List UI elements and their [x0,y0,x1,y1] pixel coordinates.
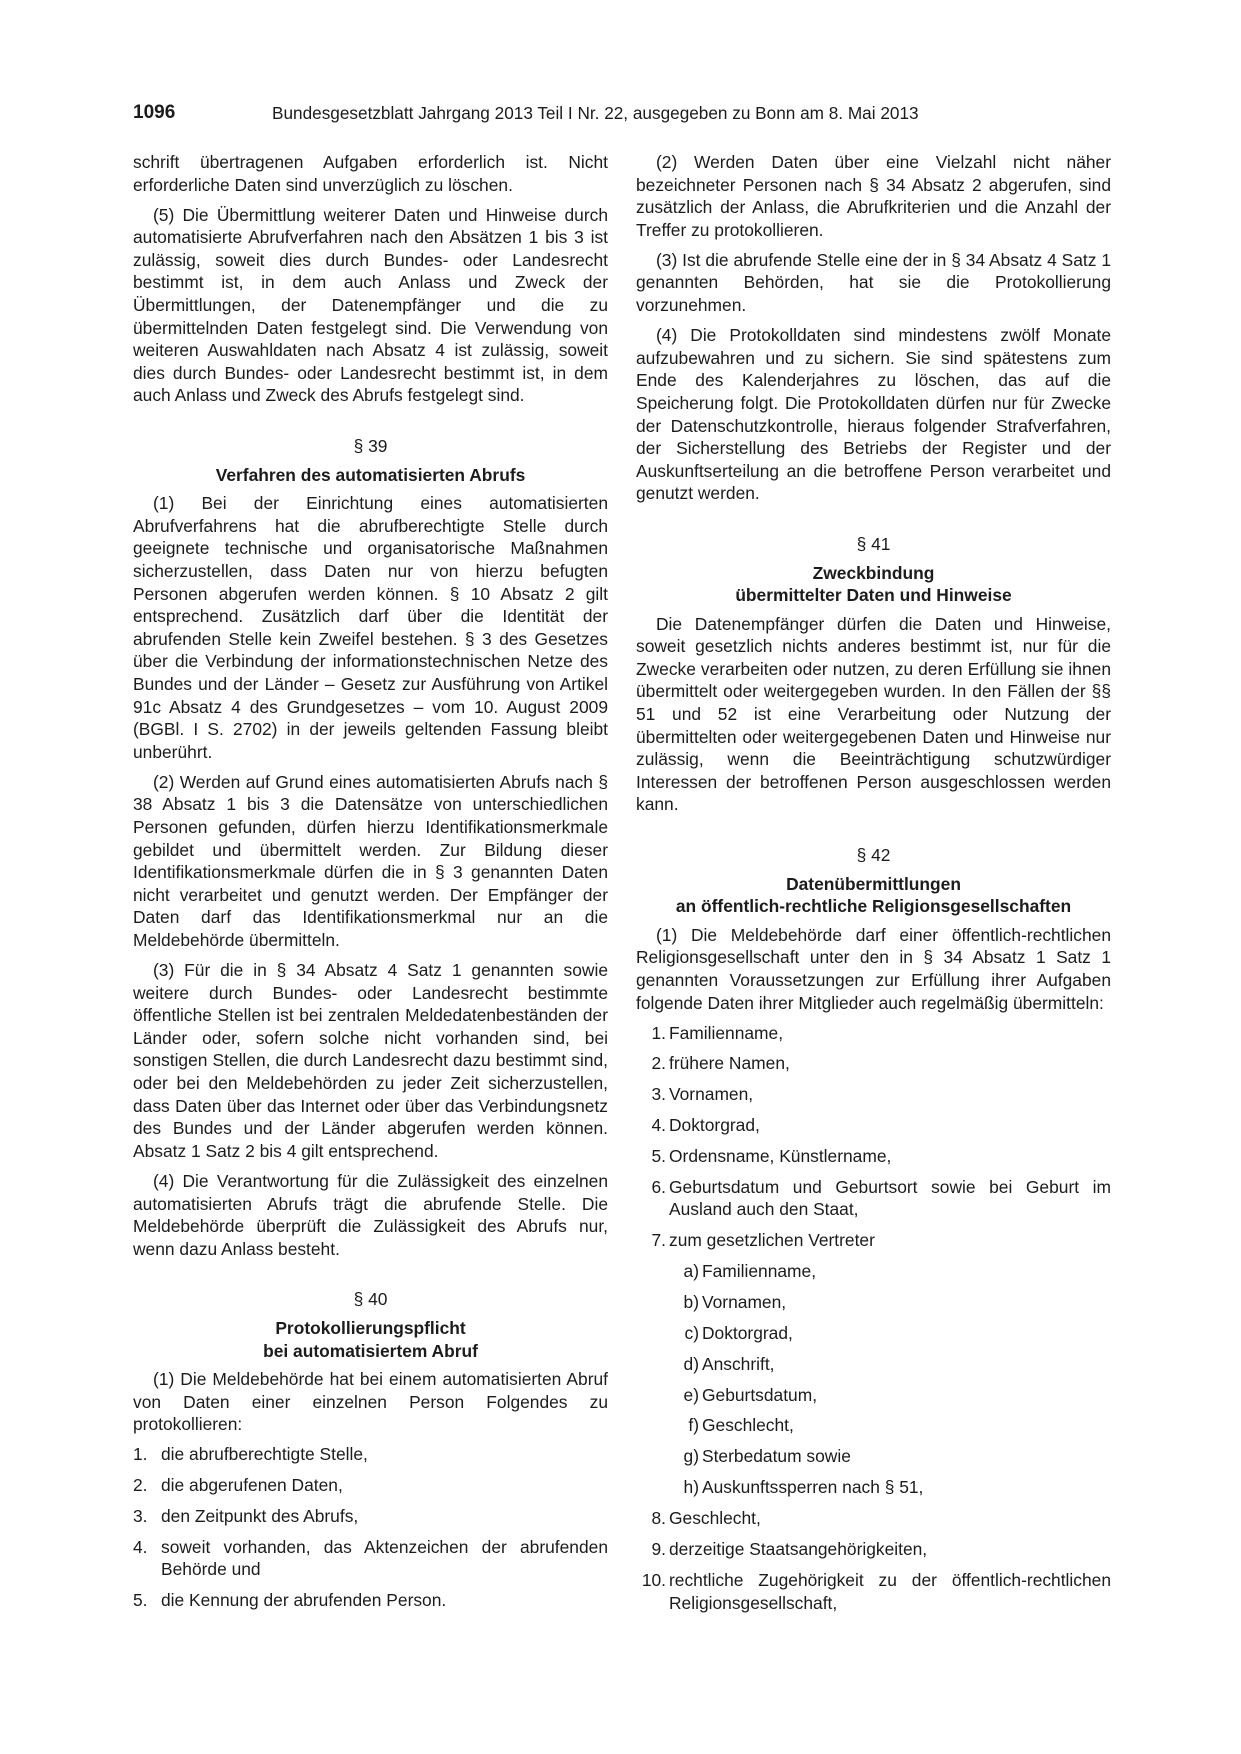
section-40-title-line-2: bei automatisiertem Abruf [263,1340,478,1361]
section-42-title [636,873,1111,918]
list-item: 2. frühere Namen, [651,1053,790,1074]
s39-paragraph-1: (1) Bei der Einrichtung eines automatisierten Abrufverfahrens hat die abrufberechtigte Stelle durch geeignete technische und organisatorische Maßnahmen sicherzustellen, dass Daten nur von hierzu befugten Personen abgerufen werden können. § 10 Absatz 2 gilt entsprechend. Zusätzlich darf über die Identität der abrufenden Stelle kein Zweifel bestehen. § 3 des Gesetzes über die Verbindung der informationstechnischen Netze des Bundes und der Länder – Gesetz zur Ausführung von Artikel 91c Absatz 4 des Grundgesetzes – vom 10. August 2009 (BGBl. I S. 2702) in der jeweils geltenden Fassung bleibt unberührt. [133,493,608,762]
sub-list-item: b) Vornamen, [683,1291,787,1312]
sub-list-item: e) Geburtsdatum, [683,1384,818,1405]
sub-list-item: c) Doktorgrad, [684,1322,793,1343]
list-item: 9. derzeitige Staatsangehörigkeiten, [651,1539,928,1560]
list-item: 1. Familienname, [651,1022,784,1043]
list-item: 6. Geburtsdatum und Geburtsort sowie bei Geburt im Ausland auch den Staat, [651,1176,1111,1220]
section-41-title [636,562,1111,607]
running-title: Bundesgesetzblatt Jahrgang 2013 Teil I Nr. 22, ausgegeben zu Bonn am 8. Mai 2013 [272,103,919,123]
section-39-title [133,464,608,487]
page-header [133,101,1108,129]
s40-paragraph-1: (1) Die Meldebehörde hat bei einem automatisierten Abruf von Daten einer einzelnen Person Folgendes zu protokollieren: [133,1369,608,1435]
s42-list [636,1022,1111,1615]
section-39-number: § 39 [353,436,388,457]
s40-paragraph-2: (2) Werden Daten über eine Vielzahl nicht näher bezeichneter Personen nach § 34 Absatz 2 abgerufen, sind zusätzlich der Anlass, die Abrufkriterien und die Anzahl der Treffer zu protokollieren. [636,152,1111,240]
list-item: 8. Geschlecht, [651,1508,761,1529]
sub-list-item: g) Sterbedatum sowie [683,1446,851,1467]
s39-paragraph-3: (3) Für die in § 34 Absatz 4 Satz 1 genannten sowie weitere durch Bundes- oder Landesrecht bestimmte öffentliche Stellen ist bei zentralen Meldedatenbeständen der Länder oder, sofern solche nicht vorhanden sind, bei sonstigen Stellen, die durch Landesrecht dazu bestimmt sind, oder bei den Meldebehörden zu jeder Zeit sicherzustellen, dass Daten über das Internet oder über das Verbindungsnetz des Bundes und der Länder abgerufen werden können. Absatz 1 Satz 2 bis 4 gilt entsprechend. [133,960,608,1161]
sub-list-item: h) Auskunftssperren nach § 51, [683,1477,924,1498]
section-41-title-line-2: übermittelter Daten und Hinweise [735,585,1012,606]
section-40-number: § 40 [353,1289,388,1310]
section-39-title-line: Verfahren des automatisierten Abrufs [215,464,526,485]
right-column [636,151,1111,1622]
section-40-title [133,1317,608,1362]
s39-paragraph-2: (2) Werden auf Grund eines automatisierten Abrufs nach § 38 Absatz 1 bis 3 die Datensätze von unterschiedlichen Personen gefunden, dürfen hierzu Identifikationsmerkmale gebildet und übermittelt werden. Zur Bildung dieser Identifikationsmerkmale dürfen die in § 3 genannten Daten nicht verarbeitet und genutzt werden. Der Empfänger der Daten darf das Identifikationsmerkmal nur an die Meldebehörde übermitteln. [133,771,608,950]
s40-list [133,1443,608,1611]
list-item: 10. rechtliche Zugehörigkeit zu der öffentlich-rechtlichen Religionsgesellschaft, [641,1570,1111,1613]
left-column [133,151,608,1620]
list-item: 3. den Zeitpunkt des Abrufs, [133,1505,359,1526]
s40-paragraph-4: (4) Die Protokolldaten sind mindestens zwölf Monate aufzubewahren und zu sichern. Sie sind spätestens zum Ende des Kalenderjahres zu löschen, das auf die Speicherung folgt. Die Protokolldaten dürfen nur für Zwecke der Datenschutzkontrolle, hieraus folgender Strafverfahren, der Sicherstellung des Betriebs der Register und der Auskunftserteilung an die betroffene Person verarbeitet und genutzt werden. [636,325,1111,504]
list-item: 1. die abrufberechtigte Stelle, [133,1444,368,1465]
section-42-number: § 42 [856,845,891,866]
list-item: 4. Doktorgrad, [651,1115,760,1136]
list-item: 2. die abgerufenen Daten, [133,1475,343,1496]
section-41-title-line-1: Zweckbindung [812,562,935,583]
section-40-title-line-1: Protokollierungspflicht [275,1317,466,1338]
paragraph-continued: schrift übertragenen Aufgaben erforderlich ist. Nicht erforderliche Daten sind unverzüglich zu löschen. [133,152,608,195]
page-number: 1096 [133,102,176,123]
sub-list-item: f) Geschlecht, [688,1415,794,1436]
list-item: 5. Ordensname, Künstlername, [651,1145,892,1166]
s42-sublist [669,1260,1111,1499]
sub-list-item: a) Familienname, [683,1260,817,1281]
section-41-number: § 41 [856,533,891,554]
s38-paragraph-5: (5) Die Übermittlung weiterer Daten und Hinweise durch automatisierte Abrufverfahren nach den Absätzen 1 bis 3 ist zulässig, soweit dies durch Bundes- oder Landesrecht bestimmt ist, in dem auch Anlass und Zweck der Übermittlungen, der Datenempfänger und die zu übermittelnden Daten festgelegt sind. Die Verwendung von weiteren Auswahldaten nach Absatz 4 ist zulässig, soweit dies durch Bundes- oder Landesrecht bestimmt ist, in dem auch Anlass und Zweck des Abrufs festgelegt sind. [133,204,608,406]
list-item: 3. Vornamen, [651,1084,754,1105]
list-item: 5. die Kennung der abrufenden Person. [133,1590,447,1611]
list-item: 7. zum gesetzlichen Vertreter a) Familienname, b) Vornamen, c) Doktorgrad, d) Anschrift, e) Geburtsdatum, f) Geschlecht, g) Sterbedatum sowie h) Auskunftssperren nach § 51, [636,1229,1111,1499]
s40-paragraph-3: (3) Ist die abrufende Stelle eine der in § 34 Absatz 4 Satz 1 genannten Behörden, hat sie die Protokollierung vorzunehmen. [636,249,1111,316]
section-42-title-line-2: an öffentlich-rechtliche Religionsgesellschaften [675,896,1072,917]
s42-paragraph-1: (1) Die Meldebehörde darf einer öffentlich-rechtlichen Religionsgesellschaft unter den in § 34 Absatz 1 Satz 1 genannten Voraussetzungen zur Erfüllung ihrer Aufgaben folgende Daten ihrer Mitglieder auch regelmäßig übermitteln: [636,924,1111,1013]
section-42-title-line-1: Datenübermittlungen [786,873,961,894]
list-item: 4. soweit vorhanden, das Aktenzeichen der abrufenden Behörde und [133,1536,608,1580]
s39-paragraph-4: (4) Die Verantwortung für die Zulässigkeit des einzelnen automatisierten Abrufs trägt die abrufende Stelle. Die Meldebehörde überprüft die Zulässigkeit des Abrufs nur, wenn dazu Anlass besteht. [133,1170,608,1259]
s41-paragraph: Die Datenempfänger dürfen die Daten und Hinweise, soweit gesetzlich nichts anderes bestimmt ist, nur für die Zwecke verarbeiten oder nutzen, zu deren Erfüllung sie ihnen übermittelt oder weitergegeben wurden. In den Fällen der §§ 51 und 52 ist eine Verarbeitung oder Nutzung der übermittelten oder weitergegebenen Daten und Hinweise nur zulässig, wenn die Beeinträchtigung schutzwürdiger Interessen der betroffenen Person ausgeschlossen werden kann. [636,613,1111,815]
sub-list-item: d) Anschrift, [683,1353,775,1374]
